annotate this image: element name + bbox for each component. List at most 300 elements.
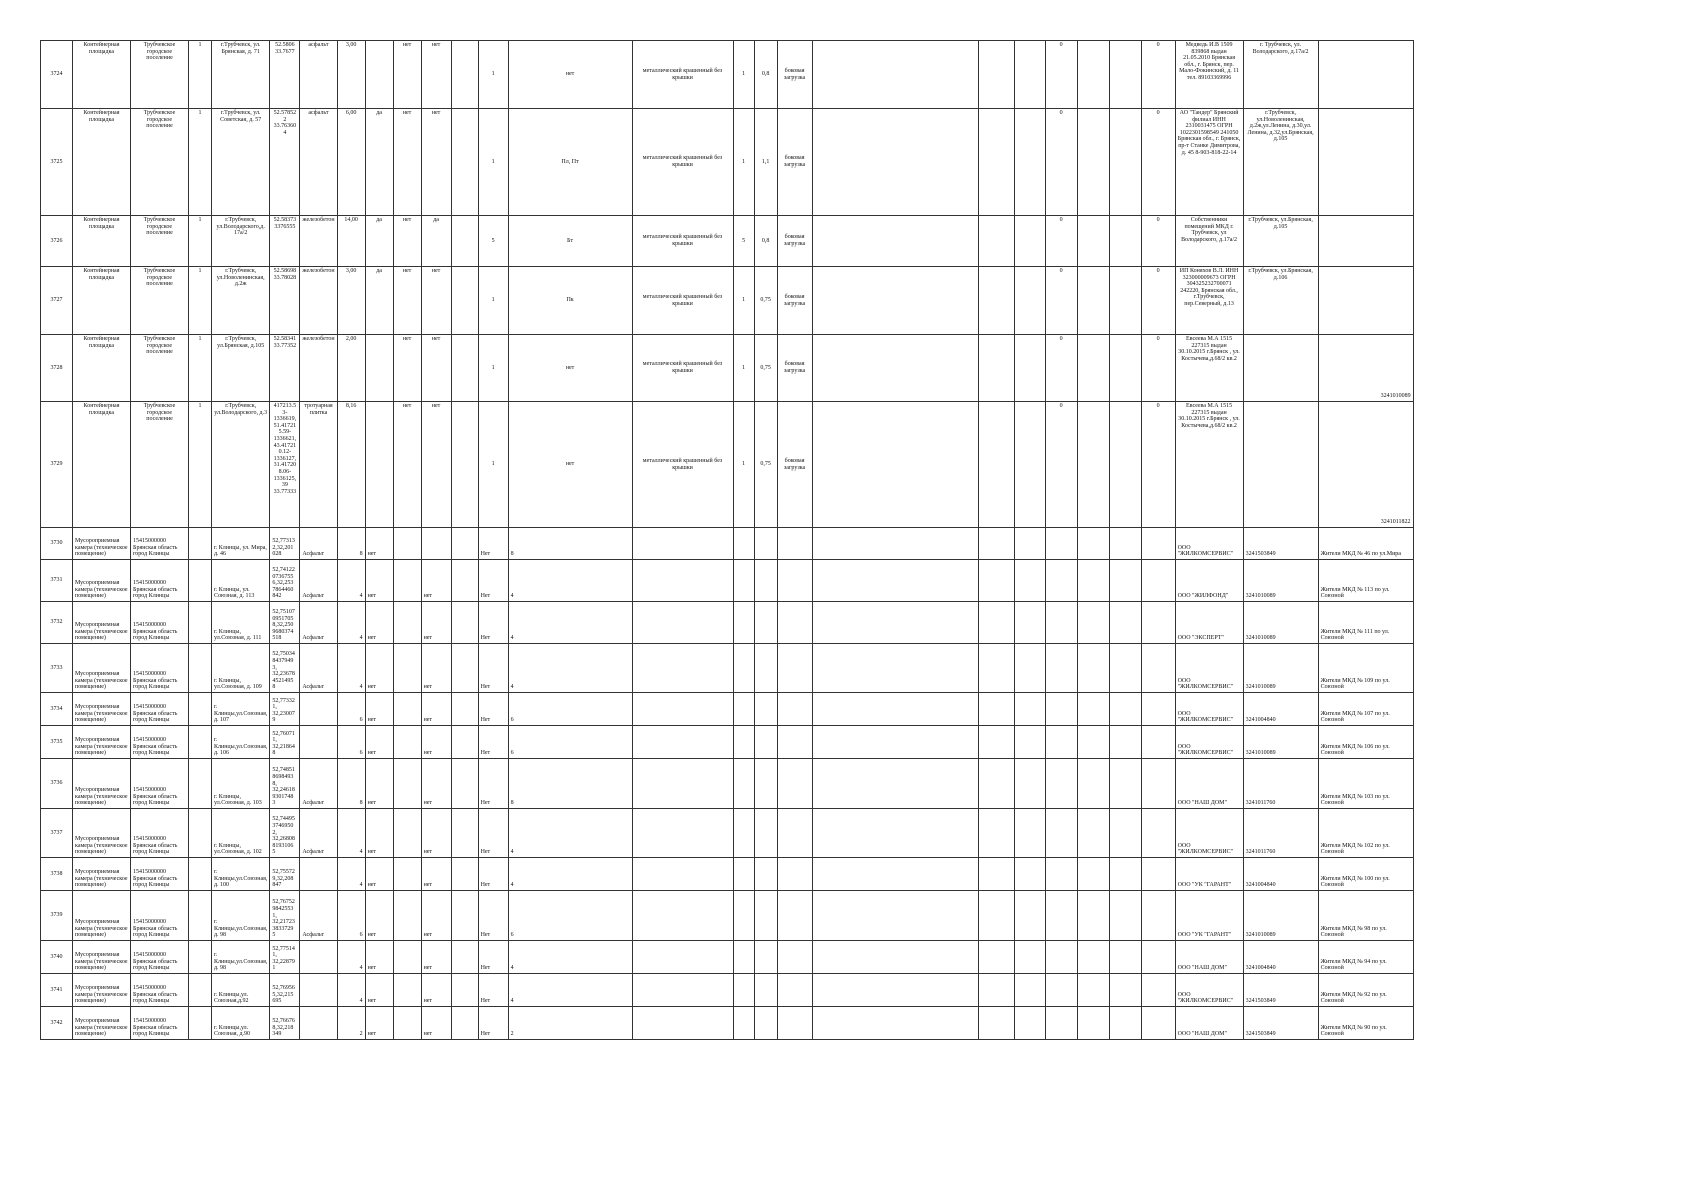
empty-cell xyxy=(1077,809,1109,858)
okato: 15415000000 Брянская область город Клинцы xyxy=(131,858,189,891)
empty-cell xyxy=(777,941,812,974)
empty-cell xyxy=(1014,644,1045,693)
organization: ООО "ЖИЛКОМСЕРВИС" xyxy=(1175,644,1243,693)
settlement: Трубчевское городское поселение xyxy=(131,335,189,402)
site-type: Мусороприемная камера (техническое помещение) xyxy=(73,602,131,644)
empty-cell xyxy=(812,974,978,1007)
surface: Асфальт xyxy=(300,528,337,560)
row-number: 3730 xyxy=(41,528,73,560)
empty-cell xyxy=(1077,693,1109,726)
coordinates: 52,76752 9842553 1, 32,21723 3833729 5 xyxy=(270,891,300,941)
coordinates: 52,75107 0951705 8,32,250 9680374 518 xyxy=(270,602,300,644)
flag-a: нет xyxy=(365,726,393,759)
empty-cell xyxy=(1045,726,1077,759)
empty-cell xyxy=(777,528,812,560)
empty-cell xyxy=(777,858,812,891)
organization: ООО "УК "ГАРАНТ" xyxy=(1175,891,1243,941)
container-volume: 1,1 xyxy=(754,109,777,216)
empty-cell xyxy=(812,216,978,267)
empty-cell xyxy=(189,528,212,560)
okato: 15415000000 Брянская область город Клинцы xyxy=(131,974,189,1007)
empty-cell xyxy=(978,335,1014,402)
residents: Жители МКД № 92 по ул. Союзной xyxy=(1318,974,1413,1007)
empty-cell xyxy=(777,891,812,941)
residents: Жители МКД № 90 по ул. Союзной xyxy=(1318,1007,1413,1040)
empty-cell xyxy=(1109,759,1141,809)
empty-cell xyxy=(733,693,754,726)
count: 4 xyxy=(508,644,632,693)
empty-cell xyxy=(1045,693,1077,726)
count: 4 xyxy=(508,974,632,1007)
count: 4 xyxy=(508,602,632,644)
organization: ООО "ЖИЛФОНД" xyxy=(1175,560,1243,602)
surface xyxy=(300,1007,337,1040)
container-material: металлический крашенный без крышки xyxy=(632,216,733,267)
empty-cell xyxy=(812,809,978,858)
settlement: Трубчевское городское поселение xyxy=(131,41,189,109)
site-type: Мусороприемная камера (техническое помещение) xyxy=(73,858,131,891)
row-number: 3725 xyxy=(41,109,73,216)
roof-2: да xyxy=(421,216,451,267)
empty-cell xyxy=(978,941,1014,974)
row-number: 3724 xyxy=(41,41,73,109)
count: 4 xyxy=(508,858,632,891)
table-row xyxy=(41,809,1414,858)
empty-cell xyxy=(632,974,733,1007)
empty-cell xyxy=(189,891,212,941)
area: 4 xyxy=(337,560,365,602)
inn xyxy=(1318,267,1413,335)
address: г. Клинцы, ул.Союзная, д. 103 xyxy=(212,759,270,809)
container-volume: 0,8 xyxy=(754,41,777,109)
zero-2: 0 xyxy=(1141,402,1175,528)
empty-cell xyxy=(189,726,212,759)
inn: 3241010089 xyxy=(1318,335,1413,402)
flag-b: нет xyxy=(421,759,451,809)
empty-cell xyxy=(1077,528,1109,560)
count: 4 xyxy=(508,941,632,974)
coordinates: 52,77514 1, 32,22879 1 xyxy=(270,941,300,974)
site-type: Мусороприемная камера (техническое помещение) xyxy=(73,560,131,602)
empty-cell xyxy=(812,858,978,891)
address: г. Клинцы, ул. Союзная, д. 113 xyxy=(212,560,270,602)
empty-cell xyxy=(189,693,212,726)
flag-b: нет xyxy=(421,941,451,974)
flag-b: нет xyxy=(421,858,451,891)
container-volume: 0,75 xyxy=(754,402,777,528)
flag-c: Нет xyxy=(478,560,508,602)
empty-cell xyxy=(1109,809,1141,858)
zero-2: 0 xyxy=(1141,216,1175,267)
site-type: Мусороприемная камера (техническое помещение) xyxy=(73,759,131,809)
flag-a: нет xyxy=(365,941,393,974)
surface: железобетон xyxy=(300,267,337,335)
flag-c: Нет xyxy=(478,858,508,891)
coordinates: 52,74122 0736755 6,32,253 7864460 842 xyxy=(270,560,300,602)
empty-cell xyxy=(451,891,478,941)
empty-cell xyxy=(1045,528,1077,560)
okato: 15415000000 Брянская область город Клинцы xyxy=(131,809,189,858)
settlement: Трубчевское городское поселение xyxy=(131,267,189,335)
empty-cell xyxy=(978,402,1014,528)
fence: да xyxy=(365,109,393,216)
empty-cell xyxy=(451,858,478,891)
flag-c: Нет xyxy=(478,809,508,858)
empty-cell xyxy=(1109,644,1141,693)
empty-cell xyxy=(1109,941,1141,974)
empty-cell xyxy=(451,560,478,602)
row-number: 3735 xyxy=(41,726,73,759)
surface xyxy=(300,974,337,1007)
empty-cell xyxy=(1141,891,1175,941)
row-number: 3740 xyxy=(41,941,73,974)
empty-cell xyxy=(632,858,733,891)
empty-cell xyxy=(978,644,1014,693)
empty-cell xyxy=(1045,1007,1077,1040)
site-type: Мусороприемная камера (техническое помещение) xyxy=(73,528,131,560)
site-type: Мусороприемная камера (техническое помещение) xyxy=(73,974,131,1007)
zero-1: 0 xyxy=(1045,109,1077,216)
flag-b: нет xyxy=(421,560,451,602)
empty-cell xyxy=(1014,216,1045,267)
empty-cell xyxy=(1141,602,1175,644)
row-number: 3732 xyxy=(41,602,73,644)
empty-cell xyxy=(393,974,421,1007)
table-row xyxy=(41,216,1414,267)
empty-cell xyxy=(1141,1007,1175,1040)
empty-cell xyxy=(189,644,212,693)
empty-cell xyxy=(1045,644,1077,693)
table-row xyxy=(41,1007,1414,1040)
flag-a: нет xyxy=(365,644,393,693)
empty-cell xyxy=(1077,267,1109,335)
empty-cell xyxy=(189,560,212,602)
surface: железобетон xyxy=(300,216,337,267)
container-count-2: 1 xyxy=(733,41,754,109)
empty-cell xyxy=(978,109,1014,216)
flag-c: Нет xyxy=(478,974,508,1007)
surface: асфальт xyxy=(300,41,337,109)
residents: Жители МКД № 102 по ул. Союзной xyxy=(1318,809,1413,858)
empty-cell xyxy=(1141,644,1175,693)
empty-cell xyxy=(1109,109,1141,216)
table-row xyxy=(41,109,1414,216)
residents: Жители МКД № 113 по ул. Союзной xyxy=(1318,560,1413,602)
flag-b xyxy=(421,528,451,560)
table-row xyxy=(41,560,1414,602)
empty-cell xyxy=(451,1007,478,1040)
okato: 15415000000 Брянская область город Клинцы xyxy=(131,560,189,602)
organization: ООО "УК "ГАРАНТ" xyxy=(1175,858,1243,891)
empty-cell xyxy=(1141,528,1175,560)
flag-b: нет xyxy=(421,809,451,858)
flag-a: нет xyxy=(365,602,393,644)
empty-cell xyxy=(393,644,421,693)
quantity: 1 xyxy=(189,109,212,216)
quantity: 1 xyxy=(189,402,212,528)
empty-cell xyxy=(777,759,812,809)
empty-cell xyxy=(632,693,733,726)
empty-cell xyxy=(451,335,478,402)
empty-cell xyxy=(812,560,978,602)
row-number: 3741 xyxy=(41,974,73,1007)
inn: 3241010089 xyxy=(1243,560,1318,602)
container-count: 1 xyxy=(478,109,508,216)
count: 8 xyxy=(508,528,632,560)
zero-1: 0 xyxy=(1045,216,1077,267)
load-type: боковая загрузка xyxy=(777,402,812,528)
empty-cell xyxy=(1109,891,1141,941)
table-row xyxy=(41,759,1414,809)
empty-cell xyxy=(393,809,421,858)
empty-cell xyxy=(1045,941,1077,974)
empty-cell xyxy=(1109,41,1141,109)
flag-a: нет xyxy=(365,759,393,809)
table-row xyxy=(41,335,1414,402)
empty-cell xyxy=(1077,335,1109,402)
count: 6 xyxy=(508,693,632,726)
table-row xyxy=(41,528,1414,560)
empty-cell xyxy=(733,560,754,602)
okato: 15415000000 Брянская область город Клинцы xyxy=(131,1007,189,1040)
row-number: 3728 xyxy=(41,335,73,402)
okato: 15415000000 Брянская область город Клинцы xyxy=(131,726,189,759)
empty-cell xyxy=(733,1007,754,1040)
okato: 15415000000 Брянская область город Клинцы xyxy=(131,941,189,974)
surface: Асфальт xyxy=(300,602,337,644)
load-type: боковая загрузка xyxy=(777,267,812,335)
residents: Жители МКД № 107 по ул. Союзной xyxy=(1318,693,1413,726)
surface xyxy=(300,693,337,726)
empty-cell xyxy=(978,41,1014,109)
source: г.Трубчевск, ул.Брянская, д.106 xyxy=(1243,267,1318,335)
empty-cell xyxy=(451,402,478,528)
container-count-2: 1 xyxy=(733,267,754,335)
empty-cell xyxy=(1014,402,1045,528)
roof: нет xyxy=(393,41,421,109)
inn xyxy=(1318,216,1413,267)
empty-cell xyxy=(632,941,733,974)
empty-cell xyxy=(1109,693,1141,726)
table-row xyxy=(41,602,1414,644)
residents: Жители МКД № 46 по ул.Мира xyxy=(1318,528,1413,560)
empty-cell xyxy=(1045,809,1077,858)
address: г. Клинцы,ул.Союзная, д. 106 xyxy=(212,726,270,759)
inn: 3241010089 xyxy=(1243,644,1318,693)
row-number: 3739 xyxy=(41,891,73,941)
empty-cell xyxy=(451,809,478,858)
empty-cell xyxy=(1014,1007,1045,1040)
zero-2: 0 xyxy=(1141,41,1175,109)
area: 14,00 xyxy=(337,216,365,267)
empty-cell xyxy=(777,974,812,1007)
quantity: 1 xyxy=(189,267,212,335)
empty-cell xyxy=(812,335,978,402)
owner: Медведь И.В 1509 839868 выдан 21.05.2010 Брянская обл., г. Брянск, пер. Мало-Фокинский, д. 11 тел. 89103369996 xyxy=(1175,41,1243,109)
empty-cell xyxy=(978,528,1014,560)
empty-cell xyxy=(451,974,478,1007)
empty-cell xyxy=(812,109,978,216)
area: 4 xyxy=(337,941,365,974)
container-material: металлический крашенный без крышки xyxy=(632,109,733,216)
empty-cell xyxy=(733,941,754,974)
empty-cell xyxy=(754,693,777,726)
empty-cell xyxy=(754,560,777,602)
empty-cell xyxy=(189,602,212,644)
area: 8 xyxy=(337,528,365,560)
flag-c: Нет xyxy=(478,693,508,726)
empty-cell xyxy=(1109,402,1141,528)
owner: Собственники помещений МКД г. Трубчевск, ул Володарского, д.17а/2 xyxy=(1175,216,1243,267)
empty-cell xyxy=(978,726,1014,759)
empty-cell xyxy=(451,941,478,974)
empty-cell xyxy=(393,941,421,974)
site-type: Контейнерная площадка xyxy=(73,216,131,267)
address: г.Трубчевск, ул. Советская, д. 57 xyxy=(212,109,270,216)
address: г.Трубчевск, ул.Володарского, д.3 xyxy=(212,402,270,528)
container-count: 1 xyxy=(478,335,508,402)
empty-cell xyxy=(632,891,733,941)
roof: нет xyxy=(393,216,421,267)
row-number: 3733 xyxy=(41,644,73,693)
site-type: Мусороприемная камера (техническое помещение) xyxy=(73,941,131,974)
empty-cell xyxy=(978,216,1014,267)
count: 6 xyxy=(508,891,632,941)
empty-cell xyxy=(1077,644,1109,693)
empty-cell xyxy=(1014,41,1045,109)
empty-cell xyxy=(1077,560,1109,602)
empty-cell xyxy=(1014,602,1045,644)
empty-cell xyxy=(777,644,812,693)
surface: Асфальт xyxy=(300,891,337,941)
site-type: Мусороприемная камера (техническое помещение) xyxy=(73,644,131,693)
empty-cell xyxy=(733,602,754,644)
inn: 3241503849 xyxy=(1243,1007,1318,1040)
row-number: 3737 xyxy=(41,809,73,858)
roof-2: нет xyxy=(421,41,451,109)
empty-cell xyxy=(451,267,478,335)
empty-cell xyxy=(1109,1007,1141,1040)
inn: 3241004840 xyxy=(1243,941,1318,974)
coordinates: 417213.5 3-1336619, 51.41721 5.59-1336621, 43.41721 0.12-1336127, 31.41720 8.06-1336125, 39 33.77333 xyxy=(270,402,300,528)
source: г.Трубчевск, ул.Новоленинская, д.2ж,ул.Ленина, д.30,ул. Ленина, д.32,ул.Брянская, д.105 xyxy=(1243,109,1318,216)
zero-2: 0 xyxy=(1141,267,1175,335)
area: 4 xyxy=(337,858,365,891)
surface: тротуарная плитка xyxy=(300,402,337,528)
organization: ООО "ЖИЛКОМСЕРВИС" xyxy=(1175,528,1243,560)
empty-cell xyxy=(1141,858,1175,891)
empty-cell xyxy=(1014,941,1045,974)
empty-cell xyxy=(1141,726,1175,759)
owner: ИП Коняхов В.Л. ИНН 323000009673 ОГРН 304325232700071 242220, Брянская обл., г.Трубчевск, пер.Северный, д.13 xyxy=(1175,267,1243,335)
load-type: боковая загрузка xyxy=(777,41,812,109)
inn: 3241503849 xyxy=(1243,974,1318,1007)
empty-cell xyxy=(754,528,777,560)
empty-cell xyxy=(1014,974,1045,1007)
inn xyxy=(1318,109,1413,216)
container-count: 5 xyxy=(478,216,508,267)
empty-cell xyxy=(1077,41,1109,109)
empty-cell xyxy=(1141,560,1175,602)
coordinates: 52.5806 33.7677 xyxy=(270,41,300,109)
load-type: боковая загрузка xyxy=(777,109,812,216)
organization: ООО "ЭКСПЕРТ" xyxy=(1175,602,1243,644)
empty-cell xyxy=(451,41,478,109)
address: г.Трубчевск, ул.Брянская, д.105 xyxy=(212,335,270,402)
address: г. Клинцы,ул. Союзная, д.90 xyxy=(212,1007,270,1040)
empty-cell xyxy=(777,809,812,858)
container-count-2: 1 xyxy=(733,109,754,216)
empty-cell xyxy=(1141,941,1175,974)
empty-cell xyxy=(393,726,421,759)
empty-cell xyxy=(812,41,978,109)
flag-a: нет xyxy=(365,693,393,726)
empty-cell xyxy=(632,1007,733,1040)
residents: Жители МКД № 94 по ул. Союзной xyxy=(1318,941,1413,974)
inn: 3241010089 xyxy=(1243,602,1318,644)
organization: ООО "ЖИЛКОМСЕРВИС" xyxy=(1175,974,1243,1007)
empty-cell xyxy=(1045,602,1077,644)
empty-cell xyxy=(1045,974,1077,1007)
roof-2: нет xyxy=(421,335,451,402)
empty-cell xyxy=(777,726,812,759)
coordinates: 52.58341 33.77352 xyxy=(270,335,300,402)
empty-cell xyxy=(812,693,978,726)
settlement: Трубчевское городское поселение xyxy=(131,109,189,216)
empty-cell xyxy=(632,726,733,759)
area: 8 xyxy=(337,759,365,809)
source: г.Трубчевск, ул.Брянская, д.105 xyxy=(1243,216,1318,267)
flag-b: нет xyxy=(421,602,451,644)
empty-cell xyxy=(812,602,978,644)
container-material: металлический крашенный без крышки xyxy=(632,402,733,528)
okato: 15415000000 Брянская область город Клинцы xyxy=(131,528,189,560)
site-type: Мусороприемная камера (техническое помещение) xyxy=(73,891,131,941)
container-volume: 0,75 xyxy=(754,335,777,402)
zero-2: 0 xyxy=(1141,335,1175,402)
fence: да xyxy=(365,216,393,267)
empty-cell xyxy=(733,528,754,560)
empty-cell xyxy=(777,560,812,602)
empty-cell xyxy=(733,809,754,858)
area: 2,00 xyxy=(337,335,365,402)
area: 6,00 xyxy=(337,109,365,216)
address: г.Трубчевск, ул. Брянская, д. 71 xyxy=(212,41,270,109)
address: г. Клинцы, ул.Союзная, д. 102 xyxy=(212,809,270,858)
flag-a: нет xyxy=(365,1007,393,1040)
roof: нет xyxy=(393,109,421,216)
count: 4 xyxy=(508,560,632,602)
inn xyxy=(1318,41,1413,109)
empty-cell xyxy=(1077,216,1109,267)
organization: ООО "НАШ ДОМ" xyxy=(1175,1007,1243,1040)
okato: 15415000000 Брянская область город Клинцы xyxy=(131,693,189,726)
table-row xyxy=(41,644,1414,693)
inn: 3241010089 xyxy=(1243,726,1318,759)
okato: 15415000000 Брянская область город Клинцы xyxy=(131,759,189,809)
empty-cell xyxy=(393,602,421,644)
empty-cell xyxy=(632,560,733,602)
empty-cell xyxy=(978,891,1014,941)
empty-cell xyxy=(812,267,978,335)
empty-cell xyxy=(451,644,478,693)
count: 6 xyxy=(508,726,632,759)
row-number: 3742 xyxy=(41,1007,73,1040)
empty-cell xyxy=(1077,891,1109,941)
empty-cell xyxy=(1077,602,1109,644)
zero-2: 0 xyxy=(1141,109,1175,216)
empty-cell xyxy=(777,1007,812,1040)
